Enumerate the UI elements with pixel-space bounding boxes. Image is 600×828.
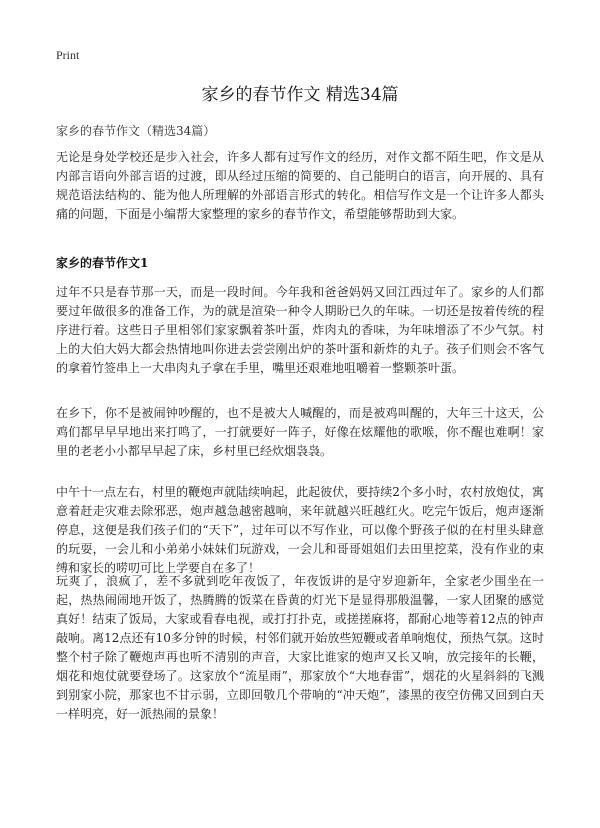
document-subtitle: 家乡的春节作文（精选34篇） — [56, 124, 216, 138]
body-paragraph-4-block — [56, 572, 544, 724]
body-paragraph: 过年不只是春节那一天，而是一段时间。今年我和爸爸妈妈又回江西过年了。家乡的人们都要过年做很多的准备工作，为的就是渲染一种令人期盼已久的年味。一切还是按着传统的程序进行着。这些日子里相邻们家家飘着茶叶蛋，炸肉丸的香味，为年味增添了不少气氛。村上的大伯大妈大都会热情地叫你进去尝尝刚出炉的茶叶蛋和新炸的丸子。孩子们则会不客气的拿着竹签串上一大串肉丸子拿在手里，嘴里还艰难地咀嚼着一整颗茶叶蛋。 — [56, 285, 544, 375]
intro-paragraph: 无论是身处学校还是步入社会，许多人都有过写作文的经历，对作文都不陌生吧，作文是从内部言语向外部言语的过渡，即从经过压缩的简要的、自己能明白的语言，向开展的、具有规范语法结构的、能为他人所理解的外部语言形式的转化。相信写作文是一个让许多人都头痛的问题，下面是小编帮大家整理的家乡的春节作文，希望能够帮助到大家。 — [56, 150, 544, 221]
section-heading: 家乡的春节作文1 — [56, 256, 149, 270]
body-paragraph-3-block — [56, 483, 544, 578]
page-title: 家乡的春节作文 精选34篇 — [201, 85, 399, 105]
body-paragraph: 中午十一点左右，村里的鞭炮声就陆续响起，此起彼伏，要持续2个多小时，农村放炮仗，寓意着赶走灾难去除邪恶，炮声越急越密越响，来年就越兴旺越红火。吃完午饭后，炮声逐渐停息，这便是我们孩子们的“天下”，过年可以不写作业，可以像个野孩子似的在村里头肆意的玩耍，一会儿和小弟弟小妹妹们玩游戏，一会儿和哥哥姐姐们去田里挖菜，没有作业的束缚和家长的唠叨可比上学要自在多了！ — [56, 485, 544, 575]
body-paragraph: 玩爽了，浪疯了，差不多就到吃年夜饭了，年夜饭讲的是守岁迎新年，全家老少围坐在一起，热热闹闹地开饭了，热腾腾的饭菜在昏黄的灯光下是显得那般温馨，一家人团聚的感觉真好！结束了饭局，大家或看春电视，或打打扑克，或搓搓麻将，都耐心地等着12点的钟声敲响。离12点还有10多分钟的时候，村邻们就开始放些短鞭或者单响炮仗，预热气氛。这时整个村子除了鞭炮声再也听不清别的声音，大家比谁家的炮声又长又响，放完接年的长鞭，烟花和炮仗就要登场了。这家放个“流星雨”，那家放个“大地春雷”，烟花的火星斜斜的飞溅到别家小院，那家也不甘示弱，立即回敬几个带响的“冲天炮”，漆黑的夜空仿佛又回到白天一样明亮，好一派热闹的景象！ — [56, 574, 544, 721]
body-paragraph-2-block — [56, 404, 544, 461]
body-paragraph: 在乡下，你不是被闹钟吵醒的，也不是被大人喊醒的，而是被鸡叫醒的，大年三十这天，公鸡们都早早早地出来打鸣了，一打就要好一阵子，好像在炫耀他的歌喉，你不醒也难啊！家里的老老小小都早早起了床，乡村里已经炊烟袅袅。 — [56, 406, 544, 458]
intro-paragraph-block — [56, 148, 544, 224]
print-link[interactable]: Print — [56, 48, 80, 62]
body-paragraph-1-block — [56, 283, 544, 378]
